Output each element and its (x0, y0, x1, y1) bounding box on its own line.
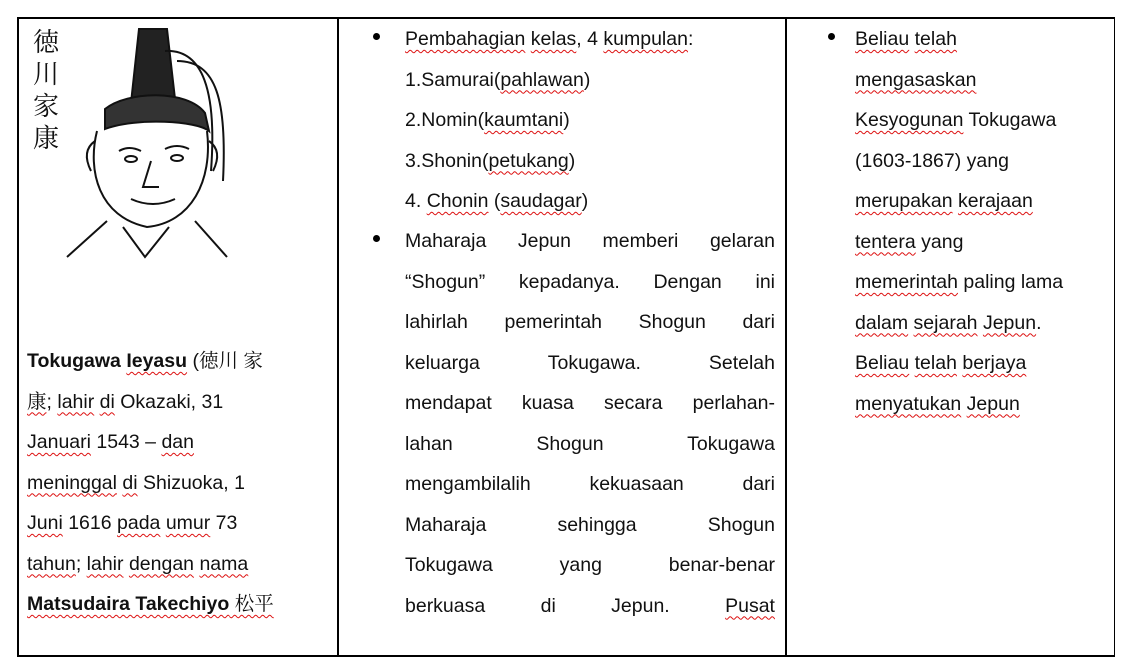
name-matsudaira-takechiyo: Matsudaira Takechiyo (27, 593, 230, 615)
shogun-line-7 (405, 464, 775, 505)
word: Maharaja (405, 513, 487, 536)
bio-text-span: tahun (27, 552, 76, 575)
class-line-chonin (405, 181, 775, 222)
bio-text-span: Shizuoka, 1 (137, 471, 245, 494)
text-span: ) (581, 190, 589, 212)
bio-text-span: umur (165, 512, 211, 534)
bio-text-span: meninggal (27, 471, 117, 494)
text-span: merupakan (855, 190, 953, 212)
bio-text-span: di (122, 471, 138, 494)
text-span: saudagar (500, 190, 582, 212)
text-span: yang (915, 230, 964, 253)
text-span: pahlawan (500, 68, 584, 91)
shogun-line-6 (405, 424, 775, 465)
bio-line-3 (27, 422, 327, 463)
bio-text-span: 73 (210, 512, 238, 534)
shogun-line-5 (405, 383, 775, 424)
portrait-caption-char-3: 家 (33, 92, 60, 122)
bio-text-span: dan (161, 431, 194, 453)
text-span: kelas (530, 28, 577, 50)
word: Tokugawa. (547, 351, 641, 374)
word: Jepun. (611, 594, 670, 617)
shogunate-line-5 (855, 181, 1115, 222)
text-span: ( (488, 190, 501, 212)
shogunate-line-1 (855, 19, 1115, 60)
bullet-icon (827, 32, 837, 42)
word: Maharaja (405, 230, 487, 252)
shogun-line-1 (405, 221, 775, 262)
bio-line-2 (27, 382, 327, 423)
table-cell-biography (19, 19, 339, 655)
bio-text-span: Januari (27, 431, 91, 453)
word: Tokugawa (687, 432, 775, 455)
word: sehingga (557, 513, 637, 536)
word: keluarga (405, 351, 480, 374)
portrait-caption-char-4: 康 (33, 124, 60, 154)
bullet-item-shogun-title (405, 221, 775, 626)
text-span: Tokugawa (963, 109, 1057, 131)
text-span: kaumtani (484, 109, 564, 131)
word: kekuasaan (589, 473, 684, 495)
bio-text-span: 1616 (62, 512, 117, 534)
table-cell-social-structure (339, 19, 787, 655)
bio-text-span: 松平 (229, 593, 274, 615)
bullet-item-shogunate (855, 19, 1115, 424)
text-span: Beliau (855, 28, 910, 50)
shogunate-line-7 (855, 262, 1115, 303)
shogun-line-2 (405, 262, 775, 303)
word: yang (559, 554, 602, 576)
text-span: petukang (488, 149, 569, 172)
bio-text-span: Juni (27, 512, 63, 534)
shogunate-line-9 (855, 343, 1115, 384)
text-span: : (687, 28, 694, 50)
text-span: menyatukan (855, 392, 962, 415)
word: berkuasa (405, 594, 486, 617)
bio-text-span: di (99, 390, 115, 413)
bio-text-span: 1543 – (90, 431, 162, 453)
text-span: (1603-1867) yang (855, 149, 1009, 172)
class-line-samurai (405, 60, 775, 101)
class-line-1 (405, 19, 775, 60)
text-span: sejarah (913, 311, 978, 334)
word: kuasa (521, 392, 574, 414)
shogun-line-10 (405, 586, 775, 627)
bullet-icon (372, 32, 382, 42)
word: Jepun (517, 230, 571, 252)
bio-text-span: ; (46, 390, 58, 413)
text-span: ) (583, 68, 591, 91)
word: Shogun (638, 311, 706, 333)
shogun-line-4 (405, 343, 775, 384)
text-span: memerintah (855, 271, 958, 293)
tokugawa-portrait-illustration (27, 21, 237, 261)
biography-text (27, 341, 327, 625)
shogun-line-9 (405, 545, 775, 586)
text-span: Pembahagian (405, 28, 526, 50)
bullet-icon (372, 234, 382, 244)
class-line-shonin (405, 141, 775, 182)
name-ieyasu: Ieyasu (126, 350, 188, 372)
shogunate-line-2 (855, 60, 1115, 101)
text-span: tentera (855, 230, 916, 253)
bio-text-span: 康 (27, 390, 47, 413)
bio-text-span: lahir (57, 390, 95, 413)
word: lahan (405, 432, 453, 455)
word: lahirlah (405, 311, 468, 333)
bio-text-span: pada (117, 512, 161, 534)
word: di (540, 594, 556, 617)
word: kepadanya. (518, 270, 620, 293)
text-span: Chonin (426, 190, 489, 212)
word: pemerintah (504, 311, 603, 333)
bio-text-span: (徳川 家 (187, 350, 263, 372)
word: Setelah (708, 351, 775, 374)
text-span: 4. (405, 190, 427, 212)
word: mendapat (405, 392, 492, 414)
text-span: berjaya (962, 352, 1027, 374)
name-tokugawa: Tokugawa (27, 350, 127, 372)
shogunate-line-6 (855, 222, 1115, 263)
word: mengambilalih (405, 473, 531, 495)
portrait-caption-char-1: 徳 (33, 28, 60, 58)
bio-line-7 (27, 584, 327, 625)
word: dari (742, 473, 775, 495)
word: Tokugawa (405, 554, 493, 576)
word: “Shogun” (405, 270, 486, 293)
text-span: 3.Shonin( (405, 149, 489, 172)
word: gelaran (709, 230, 775, 252)
bio-line-4 (27, 463, 327, 504)
shogunate-line-4 (855, 141, 1115, 182)
text-span: mengasaskan (855, 68, 977, 91)
word: dari (742, 311, 775, 333)
table-cell-shogunate (787, 19, 1115, 655)
text-span: telah (914, 28, 957, 50)
word: Dengan (653, 270, 722, 293)
text-span: ) (563, 109, 570, 131)
text-span: . (1036, 311, 1042, 334)
bio-text-span: ; (75, 552, 87, 575)
text-span: dalam (855, 311, 909, 334)
class-line-nomin (405, 100, 775, 141)
text-span: kerajaan (957, 190, 1033, 212)
text-span: telah (914, 352, 957, 374)
bio-text-span: nama (199, 552, 249, 575)
bio-text-span: lahir (86, 552, 124, 575)
shogunate-line-8 (855, 303, 1115, 344)
text-span: paling lama (957, 271, 1064, 293)
shogunate-line-10 (855, 384, 1115, 425)
word: ini (755, 270, 775, 293)
bio-line-5 (27, 503, 327, 544)
word: perlahan- (692, 392, 775, 414)
text-span: Kesyogunan (855, 109, 964, 131)
bio-line-6 (27, 544, 327, 585)
text-span: Beliau (855, 352, 910, 374)
bullet-item-class-division (405, 19, 775, 222)
word: memberi (602, 230, 679, 252)
shogunate-line-3 (855, 100, 1115, 141)
text-span: , 4 (576, 28, 604, 50)
word: Shogun (536, 432, 604, 455)
word: benar-benar (668, 554, 775, 576)
text-span: 2.Nomin( (405, 109, 485, 131)
text-span: 1.Samurai( (405, 68, 501, 91)
info-table (17, 17, 1115, 657)
text-span: Jepun (966, 392, 1020, 415)
bio-text-span: Okazaki, 31 (114, 390, 224, 413)
bio-text-span: dengan (128, 552, 195, 575)
text-span: kumpulan (603, 28, 688, 50)
portrait-caption-char-2: 川 (33, 60, 60, 90)
word: secara (603, 392, 663, 414)
shogun-line-3 (405, 302, 775, 343)
text-span: Jepun (982, 311, 1037, 334)
shogun-line-8 (405, 505, 775, 546)
bio-line-1 (27, 341, 327, 382)
text-span: ) (568, 149, 576, 172)
word: Pusat (725, 594, 775, 617)
word: Shogun (707, 513, 775, 536)
